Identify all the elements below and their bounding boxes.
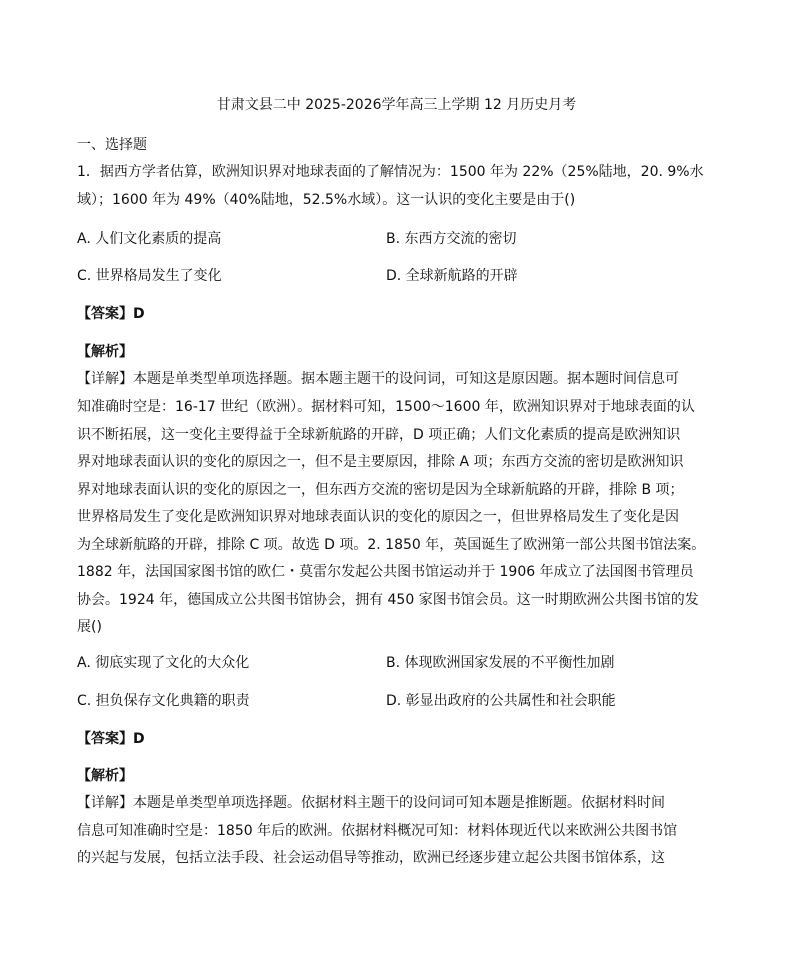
q1-analysis-label: 【解析】	[77, 344, 133, 360]
q1-option-d: D. 全球新航路的开辟	[386, 268, 518, 284]
q1-detail-line: 知准确时空是：16-17 世纪（欧洲）。据材料可知，1500～1600 年，欧洲知识界对于地球表面的认	[77, 399, 695, 415]
q2-answer: 【答案】D	[77, 731, 145, 747]
q2-detail-line: 信息可知准确时空是：1850 年后的欧洲。依据材料概况可知：材料体现近代以来欧洲公共图书馆	[77, 823, 678, 839]
q2-detail-line: 的兴起与发展，包括立法手段、社会运动倡导等推动，欧洲已经逐步建立起公共图书馆体系，这	[77, 850, 665, 866]
q2-analysis-label: 【解析】	[77, 768, 133, 784]
section-heading: 一、选择题	[77, 137, 147, 153]
q1-detail-line: 世界格局发生了变化是欧洲知识界对地球表面认识的变化的原因之一，但世界格局发生了变化是因	[77, 509, 679, 525]
q1-stem-line-2: 域）；1600 年为 49%（40%陆地，52.5%水域）。这一认识的变化主要是由于()	[77, 192, 576, 208]
q1-detail-line: 为全球新航路的开辟，排除 C 项。故选 D 项。2. 1850 年，英国诞生了欧洲第一部公共图书馆法案。	[77, 537, 706, 553]
q1-detail-line: 识不断拓展，这一变化主要得益于全球新航路的开辟，D 项正确；人们文化素质的提高是欧洲知识	[77, 427, 681, 443]
q2-option-c: C. 担负保存文化典籍的职责	[77, 693, 250, 709]
q2-option-a: A. 彻底实现了文化的大众化	[77, 655, 250, 671]
q1-detail-line: 协会。1924 年，德国成立公共图书馆协会，拥有 450 家图书馆会员。这一时期欧洲公共图书馆的发	[77, 592, 699, 608]
q2-option-b: B. 体现欧洲国家发展的不平衡性加剧	[386, 655, 615, 671]
q1-option-b: B. 东西方交流的密切	[386, 231, 517, 247]
q2-detail-line: 【详解】本题是单类型单项选择题。依据材料主题干的设问词可知本题是推断题。依据材料时间	[77, 795, 665, 811]
q1-answer: 【答案】D	[77, 306, 145, 322]
q1-detail-line: 界对地球表面认识的变化的原因之一，但东西方交流的密切是因为全球新航路的开辟，排除 B 项；	[77, 482, 684, 498]
q1-option-a: A. 人们文化素质的提高	[77, 231, 222, 247]
q1-detail-line: 【详解】本题是单类型单项选择题。据本题主题干的设问词，可知这是原因题。据本题时间信息可	[77, 371, 679, 387]
q2-option-d: D. 彰显出政府的公共属性和社会职能	[386, 693, 616, 709]
q1-detail-line: 1882 年，法国国家图书馆的欧仁・莫雷尔发起公共图书馆运动并于 1906 年成立了法国图书管理员	[77, 564, 694, 580]
document-title: 甘肃文县二中 2025-2026学年高三上学期 12 月历史月考	[216, 97, 577, 113]
q1-option-c: C. 世界格局发生了变化	[77, 268, 222, 284]
q1-stem-line-1: 1．据西方学者估算，欧洲知识界对地球表面的了解情况为：1500 年为 22%（25%陆地，20. 9%水	[77, 164, 704, 180]
q1-detail-line: 界对地球表面认识的变化的原因之一，但不是主要原因，排除 A 项；东西方交流的密切是欧洲知识	[77, 454, 684, 470]
q1-detail-line: 展()	[77, 619, 102, 635]
